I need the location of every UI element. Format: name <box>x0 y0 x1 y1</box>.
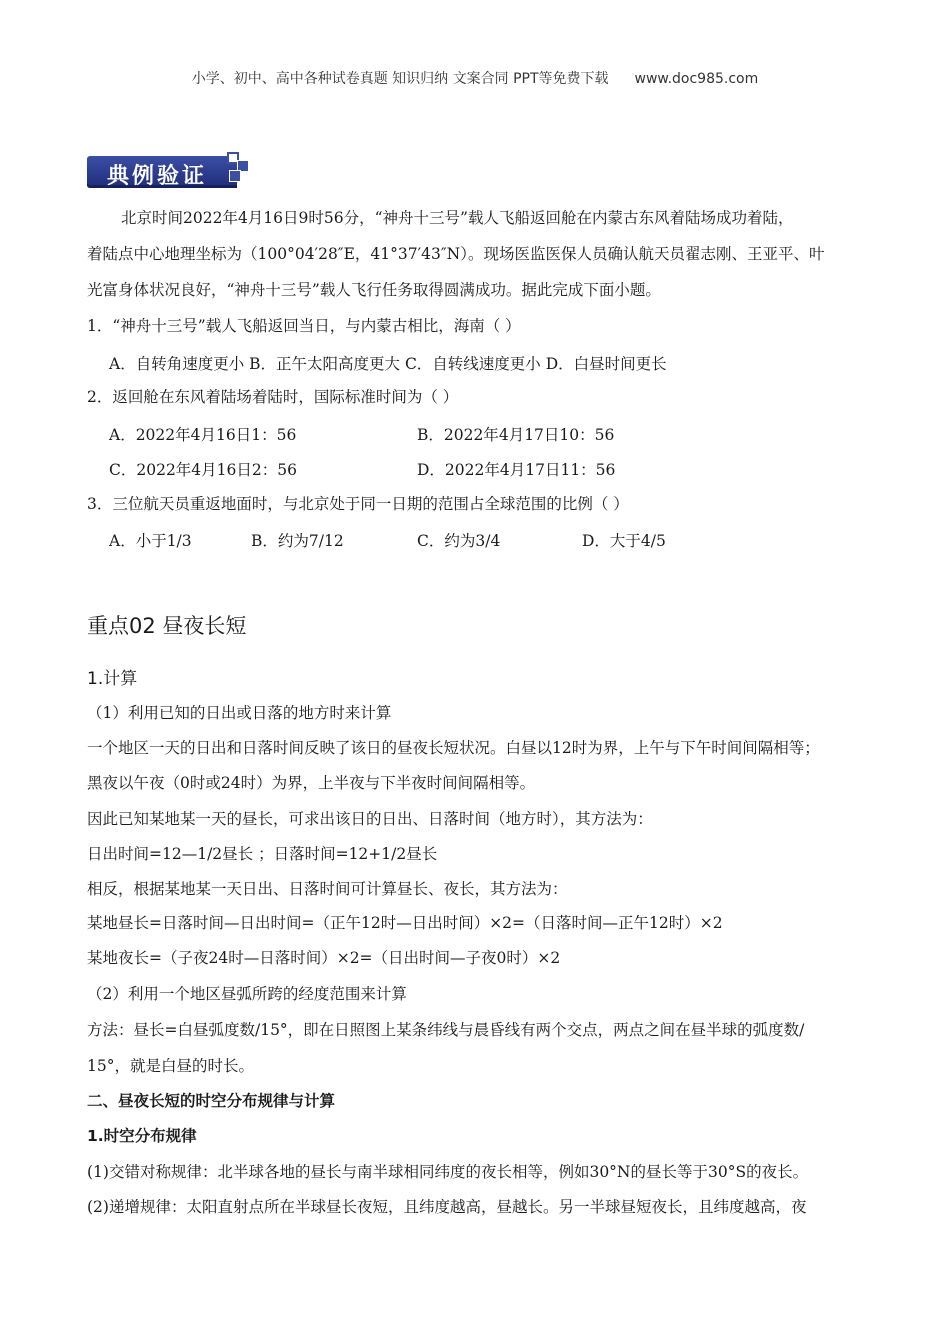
rule-line: (2)递增规律：太阳直射点所在半球昼长夜短，且纬度越高，昼越长。另一半球昼短夜长，且纬度越高，夜 <box>87 1198 807 1216</box>
section-line: （1）利用已知的日出或日落的地方时来计算 <box>87 704 392 722</box>
section-line: 相反，根据某地某一天日出、日落时间可计算昼长、夜长，其方法为： <box>87 880 568 898</box>
question-2-stem: 2．返回舱在东风着陆场着陆时，国际标准时间为（ ） <box>87 388 459 406</box>
section-line: 某地夜长=（子夜24时—日落时间）×2=（日出时间—子夜0时）×2 <box>87 949 561 967</box>
section-line: 黑夜以午夜（0时或24时）为界，上半夜与下半夜时间间隔相等。 <box>87 774 536 792</box>
banner-bar <box>87 156 237 188</box>
rule-line: (1)交错对称规律：北半球各地的昼长与南半球相同纬度的夜长相等，例如30°N的昼长等于30°S的夜长。 <box>87 1163 809 1181</box>
section-line: 某地昼长=日落时间—日出时间=（正午12时—日出时间）×2=（日落时间—正午12时）×2 <box>87 914 723 932</box>
question-2-option-c: C．2022年4月16日2：56 <box>109 461 297 479</box>
banner-title: 典例验证 <box>107 163 208 189</box>
question-2-option-d: D．2022年4月17日11：56 <box>417 461 616 479</box>
section-line: 一个地区一天的日出和日落时间反映了该日的昼夜长短状况。白昼以12时为界，上午与下午时间间隔相等； <box>87 739 820 757</box>
example-banner <box>87 152 247 192</box>
section-line: （2）利用一个地区昼弧所跨的经度范围来计算 <box>87 985 407 1003</box>
section-title: 重点02 昼夜长短 <box>87 614 247 638</box>
question-2-option-b: B．2022年4月17日10：56 <box>417 426 615 444</box>
question-2-option-a: A．2022年4月16日1：56 <box>109 426 297 444</box>
question-1-options: A．自转角速度更小 B．正午太阳高度更大 C．自转线速度更小 D．白昼时间更长 <box>109 355 667 373</box>
section-line: 方法：昼长=白昼弧度数/15°，即在日照图上某条纬线与晨昏线有两个交点，两点之间在昼半球的弧度数/ <box>87 1021 805 1039</box>
header-site-link[interactable]: www.doc985.com <box>634 71 759 87</box>
question-3-option-a: A．小于1/3 <box>109 532 192 550</box>
banner-square-icon <box>229 170 241 182</box>
question-3-option-d: D．大于4/5 <box>582 532 666 550</box>
page-header <box>0 68 950 88</box>
intro-line-2: 着陆点中心地理坐标为（100°04′28″E，41°37′43″N）。现场医监医保人员确认航天员翟志刚、王亚平、叶 <box>87 245 825 263</box>
header-text: 小学、初中、高中各种试卷真题 知识归纳 文案合同 PPT等免费下载 <box>191 71 609 87</box>
subsection-rules: 1.时空分布规律 <box>87 1127 197 1145</box>
section-line: 15°，就是白昼的时长。 <box>87 1057 254 1075</box>
question-3-option-b: B．约为7/12 <box>251 532 344 550</box>
question-3-stem: 3．三位航天员重返地面时，与北京处于同一日期的范围占全球范围的比例（ ） <box>87 495 629 513</box>
question-3-option-c: C．约为3/4 <box>417 532 501 550</box>
subsection-distribution: 二、昼夜长短的时空分布规律与计算 <box>87 1092 336 1110</box>
intro-line-3: 光富身体状况良好，“神舟十三号”载人飞行任务取得圆满成功。据此完成下面小题。 <box>87 281 661 299</box>
question-1-stem: 1．“神舟十三号”载人飞船返回当日，与内蒙古相比，海南（ ） <box>87 317 521 335</box>
intro-line-1: 北京时间2022年4月16日9时56分，“神舟十三号”载人飞船返回舱在内蒙古东风着陆场成功着陆， <box>121 209 794 227</box>
section-line: 因此已知某地某一天的昼长，可求出该日的日出、日落时间（地方时），其方法为： <box>87 810 653 828</box>
subsection-calc: 1.计算 <box>87 669 138 689</box>
section-line: 日出时间=12—1/2昼长 ；日落时间=12+1/2昼长 <box>87 845 438 863</box>
